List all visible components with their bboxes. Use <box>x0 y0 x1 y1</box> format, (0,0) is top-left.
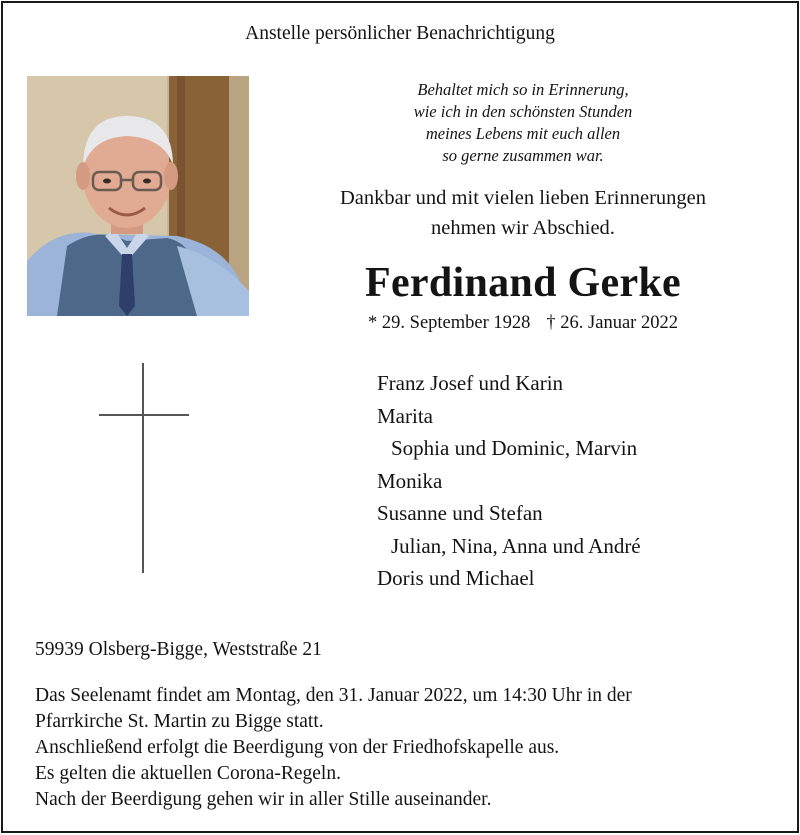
notice-header: Anstelle persönlicher Benachrichtigung <box>245 23 555 44</box>
family-list <box>377 367 777 595</box>
memorial-quote <box>303 79 743 167</box>
quote-line: wie ich in den schönsten Stunden <box>413 102 633 121</box>
portrait-photo <box>27 76 249 316</box>
thanks-text <box>293 183 753 243</box>
obituary-notice <box>1 1 799 833</box>
death-date: † 26. Januar 2022 <box>546 313 678 333</box>
info-line: Anschließend erfolgt die Beerdigung von der Friedhofskapelle aus. <box>35 737 560 758</box>
thanks-line: Dankbar und mit vielen lieben Erinnerungen <box>339 187 707 209</box>
deceased-name: Ferdinand Gerke <box>365 260 681 306</box>
service-info <box>35 683 775 813</box>
family-line: Doris und Michael <box>377 566 535 590</box>
thanks-line: nehmen wir Abschied. <box>431 217 615 239</box>
life-dates <box>293 313 753 334</box>
family-line: Susanne und Stefan <box>377 501 543 525</box>
info-line: Pfarrkirche St. Martin zu Bigge statt. <box>35 711 324 732</box>
quote-line: so gerne zusammen war. <box>442 146 604 165</box>
info-line: Nach der Beerdigung gehen wir in aller Stille auseinander. <box>35 789 492 810</box>
family-line: Sophia und Dominic, Marvin <box>391 436 638 460</box>
quote-line: meines Lebens mit euch allen <box>425 124 621 143</box>
birth-date: * 29. September 1928 <box>368 313 531 333</box>
family-line: Franz Josef und Karin <box>377 371 564 395</box>
quote-line: Behaltet mich so in Erinnerung, <box>417 80 629 99</box>
family-line: Julian, Nina, Anna und André <box>391 533 641 558</box>
family-line: Monika <box>377 468 443 493</box>
family-line: Marita <box>377 403 433 428</box>
info-line: Das Seelenamt findet am Montag, den 31. Januar 2022, um 14:30 Uhr in der <box>35 685 632 706</box>
address: 59939 Olsberg-Bigge, Weststraße 21 <box>35 639 322 660</box>
cross-icon <box>99 363 189 575</box>
info-line: Es gelten die aktuellen Corona-Regeln. <box>35 763 341 784</box>
